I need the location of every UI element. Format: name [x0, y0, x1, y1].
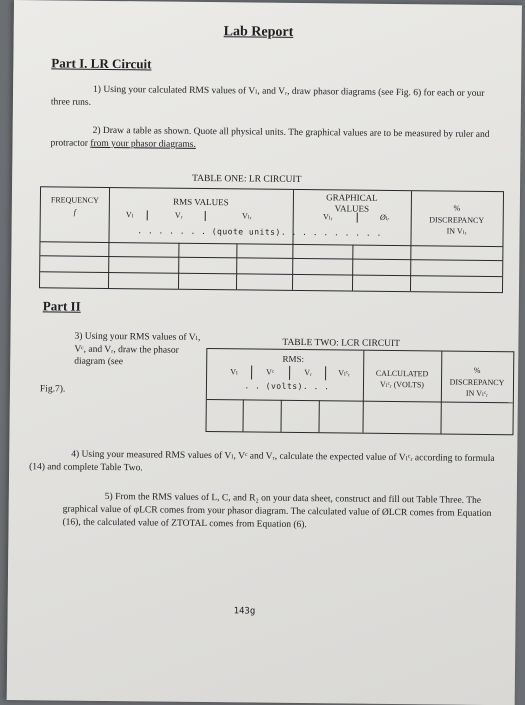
col-frequency: FREQUENCY [50, 195, 99, 205]
col-rms-values: RMS VALUES [173, 196, 229, 208]
page-number: 143g [233, 606, 256, 617]
instruction-1-text: 1) Using your calculated RMS values of Vₗ, and Vᵣ, draw phasor diagrams (see Fig. 6) for each or your three runs. [50, 84, 485, 108]
t2-rms-label: RMS: [282, 353, 305, 365]
t2-col-vr: Vᵣ [304, 368, 312, 378]
col-discrepancy-pct: % [453, 203, 461, 213]
t2-col-discrepancy: DISCREPANCY [449, 377, 505, 388]
part2-heading: Part II [42, 298, 81, 314]
table-one [39, 186, 504, 293]
table-two-title: TABLE TWO: LCR CIRCUIT [282, 337, 401, 350]
table-one-rule [352, 245, 353, 291]
table-two-rule [318, 400, 319, 432]
col-graph-vlr: Vₗᵣ [322, 212, 333, 222]
table-two-tick [251, 366, 252, 380]
table-one-tick [357, 213, 358, 223]
col-vl: Vₗ [125, 210, 134, 220]
table-two [205, 348, 514, 435]
table-two-rule [242, 399, 243, 431]
instruction-5-text: 5) From the RMS values of L, C, and R₂ on your data sheet, construct and fill out Table Three. The graphical value of φLCR comes from your phasor diagram. The calculated value of ØLCR comes from Equation (16), the calculated value of ZTOTAL comes from Equation (6). [62, 491, 492, 531]
part1-heading: Part I. LR Circuit [51, 55, 152, 72]
instruction-2-underlined: from your phasor diagrams. [90, 138, 196, 150]
t2-col-calculated: CALCULATED [375, 368, 429, 379]
table-one-rule [40, 271, 502, 277]
col-frequency-symbol: f [73, 207, 76, 217]
t2-col-calculated-unit: Vₗᶜᵣ (VOLTS) [379, 379, 425, 390]
table-two-tick [289, 366, 290, 380]
t2-units-note: . . (volts). . . [244, 381, 330, 392]
table-two-rule [362, 351, 364, 433]
table-two-rule [280, 400, 281, 432]
instruction-5 [62, 491, 502, 535]
col-graphical-2: VALUES [334, 203, 370, 214]
table-one-tick [147, 210, 148, 220]
col-vr: Vᵣ [174, 210, 183, 220]
col-discrepancy: DISCREPANCY [429, 215, 485, 225]
instruction-2 [50, 124, 500, 155]
col-discrepancy-vlr: IN Vₗᵣ [446, 226, 467, 236]
t2-col-discrepancy-pct: % [473, 365, 481, 375]
instruction-4 [29, 448, 499, 479]
col-graphical-1: GRAPHICAL [326, 192, 378, 203]
col-phi-lr: Øₗᵣ [379, 212, 390, 222]
table-one-tick [205, 211, 206, 221]
table-one-rule [40, 255, 502, 261]
instruction-4-text: 4) Using your measured RMS values of Vₗ, Vᶜ and Vᵣ, calculate the expected value of Vₗᶜᵣ according to formula (14) and complete Table Two. [29, 449, 495, 474]
t2-col-vl: Vₗ [230, 367, 239, 377]
t2-col-discrepancy-vlcr: IN Vₗᶜᵣ [465, 388, 488, 398]
table-one-rule [178, 243, 179, 289]
table-one-rule [236, 243, 237, 289]
table-one-title: TABLE ONE: LR CIRCUIT [192, 173, 302, 186]
page-title: Lab Report [223, 24, 294, 40]
figure-reference: Fig.7). [39, 384, 66, 395]
instruction-3: 3) Using your RMS values of Vₗ, Vᶜ, and Vᵣ, draw the phasor diagram (see [74, 331, 201, 368]
units-note: . . . . . . . (quote units). . . . . . . . . . [137, 226, 382, 238]
instruction-1 [51, 83, 501, 114]
instruction-2-text: 2) Draw a table as shown. Quote all physical units. The graphical values are to be measured by ruler and protractor [50, 125, 490, 149]
lab-report-page [7, 0, 522, 705]
t2-col-vlcr: Vₗᶜᵣ [338, 368, 350, 378]
table-two-rule [207, 399, 513, 403]
t2-col-vc: Vᶜ [266, 367, 275, 377]
table-two-tick [325, 366, 326, 380]
col-vlr: Vₗᵣ [241, 211, 252, 221]
table-one-rule [40, 241, 502, 247]
